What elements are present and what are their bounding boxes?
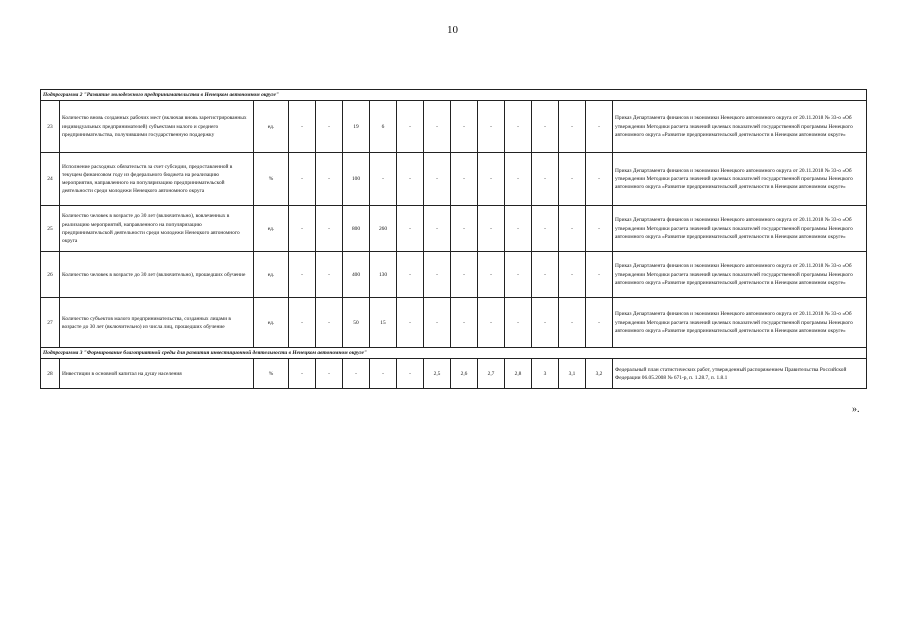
value-cell: - bbox=[397, 206, 424, 252]
value-cell: 2,6 bbox=[451, 359, 478, 389]
value-cell: - bbox=[343, 359, 370, 389]
source-cell: Приказ Департамента финансов и экономики Ненецкого автономного округа от 20.11.2018 № 33-о «Об утверждении Методики расчета значений целевых показателей государственной программы Ненецкого автономного округа «Развитие предпринимательской деятельности в Ненецком автономном округе» bbox=[613, 252, 867, 298]
subprogram-2-title: Подпрограмма 2 "Развитие молодежного предпринимательства в Ненецком автономном округе" bbox=[41, 90, 867, 101]
value-cell: - bbox=[559, 153, 586, 206]
value-cell: - bbox=[397, 298, 424, 348]
value-cell: - bbox=[559, 298, 586, 348]
value-cell: - bbox=[397, 252, 424, 298]
value-cell: 3,1 bbox=[559, 359, 586, 389]
source-cell: Приказ Департамента финансов и экономики Ненецкого автономного округа от 20.11.2018 № 33-о «Об утверждении Методики расчета значений целевых показателей государственной программы Ненецкого автономного округа «Развитие предпринимательской деятельности в Ненецком автономном округе» bbox=[613, 298, 867, 348]
row-number: 28 bbox=[41, 359, 60, 389]
unit-cell: ед. bbox=[254, 252, 289, 298]
source-cell: Приказ Департамента финансов и экономики Ненецкого автономного округа от 20.11.2018 № 33-о «Об утверждении Методики расчета значений целевых показателей государственной программы Ненецкого автономного округа «Развитие предпринимательской деятельности в Ненецком автономном округе» bbox=[613, 153, 867, 206]
value-cell: - bbox=[424, 101, 451, 153]
subprogram-2-row bbox=[41, 90, 867, 101]
value-cell: - bbox=[586, 206, 613, 252]
value-cell: - bbox=[424, 252, 451, 298]
value-cell: - bbox=[289, 359, 316, 389]
value-cell: - bbox=[586, 252, 613, 298]
value-cell: - bbox=[370, 359, 397, 389]
value-cell: - bbox=[451, 153, 478, 206]
value-cell: 15 bbox=[370, 298, 397, 348]
row-number: 24 bbox=[41, 153, 60, 206]
value-cell: - bbox=[478, 153, 505, 206]
value-cell: - bbox=[397, 153, 424, 206]
value-cell: - bbox=[316, 206, 343, 252]
page-number: 10 bbox=[447, 24, 458, 36]
value-cell: - bbox=[586, 101, 613, 153]
value-cell: 6 bbox=[370, 101, 397, 153]
value-cell: - bbox=[559, 101, 586, 153]
value-cell: - bbox=[532, 298, 559, 348]
value-cell: - bbox=[532, 206, 559, 252]
indicators-table bbox=[40, 89, 867, 389]
value-cell: - bbox=[559, 206, 586, 252]
value-cell: - bbox=[586, 153, 613, 206]
value-cell: - bbox=[397, 359, 424, 389]
value-cell: - bbox=[289, 206, 316, 252]
table-row bbox=[41, 359, 867, 389]
source-cell: Приказ Департамента финансов и экономики Ненецкого автономного округа от 20.11.2018 № 33-о «Об утверждении Методики расчета значений целевых показателей государственной программы Ненецкого автономного округа «Развитие предпринимательской деятельности в Ненецком автономном округе» bbox=[613, 206, 867, 252]
unit-cell: ед. bbox=[254, 298, 289, 348]
value-cell: - bbox=[397, 101, 424, 153]
indicator-name: Исполнение расходных обязательств за счет субсидии, предоставленной в текущем финансовом году из федерального бюджета на реализацию мероприятия, направленного на популяризацию предпринимательской деятельности среди молодежи Ненецкого автономного округа bbox=[60, 153, 254, 206]
row-number: 26 bbox=[41, 252, 60, 298]
value-cell: 100 bbox=[343, 153, 370, 206]
value-cell: 3 bbox=[532, 359, 559, 389]
value-cell: - bbox=[451, 101, 478, 153]
indicator-name: Количество человек в возрасте до 30 лет (включительно), вовлеченных в реализацию мероприятий, направленного на популяризацию предпринимательской деятельности среди молодежи Ненецкого автономного округа bbox=[60, 206, 254, 252]
value-cell: - bbox=[316, 153, 343, 206]
closing-mark: ». bbox=[852, 404, 860, 415]
value-cell: - bbox=[316, 101, 343, 153]
indicator-name: Инвестиции в основной капитал на душу населения bbox=[60, 359, 254, 389]
value-cell: 800 bbox=[343, 206, 370, 252]
value-cell: - bbox=[451, 298, 478, 348]
subprogram-3-title: Подпрограмма 3 "Формирование благоприятной среды для развития инвестиционной деятельности в Ненецком автономном округе" bbox=[41, 348, 867, 359]
value-cell: - bbox=[586, 298, 613, 348]
value-cell: - bbox=[370, 153, 397, 206]
value-cell: - bbox=[289, 153, 316, 206]
value-cell: - bbox=[505, 206, 532, 252]
table-body bbox=[41, 90, 867, 389]
table-row bbox=[41, 153, 867, 206]
value-cell: - bbox=[478, 206, 505, 252]
value-cell: - bbox=[451, 252, 478, 298]
table-row bbox=[41, 101, 867, 153]
value-cell: 400 bbox=[343, 252, 370, 298]
value-cell: - bbox=[424, 206, 451, 252]
value-cell: - bbox=[316, 252, 343, 298]
indicator-name: Количество вновь созданных рабочих мест (включая вновь зарегистрированных индивидуальных предпринимателей) субъектами малого и среднего предпринимательства, получившими государственную поддержку bbox=[60, 101, 254, 153]
value-cell: - bbox=[289, 298, 316, 348]
value-cell: - bbox=[532, 252, 559, 298]
value-cell: - bbox=[289, 252, 316, 298]
value-cell: 260 bbox=[370, 206, 397, 252]
indicator-name: Количество человек в возрасте до 30 лет (включительно), прошедших обучение bbox=[60, 252, 254, 298]
value-cell: - bbox=[289, 101, 316, 153]
value-cell: 19 bbox=[343, 101, 370, 153]
value-cell: - bbox=[478, 252, 505, 298]
subprogram-3-row bbox=[41, 348, 867, 359]
value-cell: - bbox=[505, 101, 532, 153]
value-cell: - bbox=[424, 153, 451, 206]
row-number: 27 bbox=[41, 298, 60, 348]
value-cell: 3,2 bbox=[586, 359, 613, 389]
value-cell: - bbox=[451, 206, 478, 252]
value-cell: - bbox=[532, 101, 559, 153]
value-cell: 130 bbox=[370, 252, 397, 298]
value-cell: - bbox=[316, 298, 343, 348]
value-cell: - bbox=[532, 153, 559, 206]
value-cell: 2,7 bbox=[478, 359, 505, 389]
value-cell: 2,5 bbox=[424, 359, 451, 389]
source-cell: Приказ Департамента финансов и экономики Ненецкого автономного округа от 20.11.2018 № 33-о «Об утверждении Методики расчета значений целевых показателей государственной программы Ненецкого автономного округа «Развитие предпринимательской деятельности в Ненецком автономном округе» bbox=[613, 101, 867, 153]
value-cell: 50 bbox=[343, 298, 370, 348]
value-cell: - bbox=[478, 101, 505, 153]
unit-cell: ед. bbox=[254, 206, 289, 252]
row-number: 23 bbox=[41, 101, 60, 153]
value-cell: 2,8 bbox=[505, 359, 532, 389]
value-cell: - bbox=[559, 252, 586, 298]
unit-cell: % bbox=[254, 153, 289, 206]
value-cell: - bbox=[424, 298, 451, 348]
source-cell: Федеральный план статистических работ, утвержденный распоряжением Правительства Российской Федерации 06.05.2008 № 671-р, п. 1.28.7, п. 1.8.1 bbox=[613, 359, 867, 389]
row-number: 25 bbox=[41, 206, 60, 252]
value-cell: - bbox=[505, 252, 532, 298]
unit-cell: ед. bbox=[254, 101, 289, 153]
value-cell: - bbox=[505, 153, 532, 206]
table-row bbox=[41, 298, 867, 348]
table-row bbox=[41, 206, 867, 252]
indicator-name: Количество субъектов малого предпринимательства, созданных лицами в возрасте до 30 лет (включительно) из числа лиц, прошедших обучение bbox=[60, 298, 254, 348]
value-cell: - bbox=[316, 359, 343, 389]
value-cell: - bbox=[478, 298, 505, 348]
table-row bbox=[41, 252, 867, 298]
unit-cell: % bbox=[254, 359, 289, 389]
value-cell: - bbox=[505, 298, 532, 348]
